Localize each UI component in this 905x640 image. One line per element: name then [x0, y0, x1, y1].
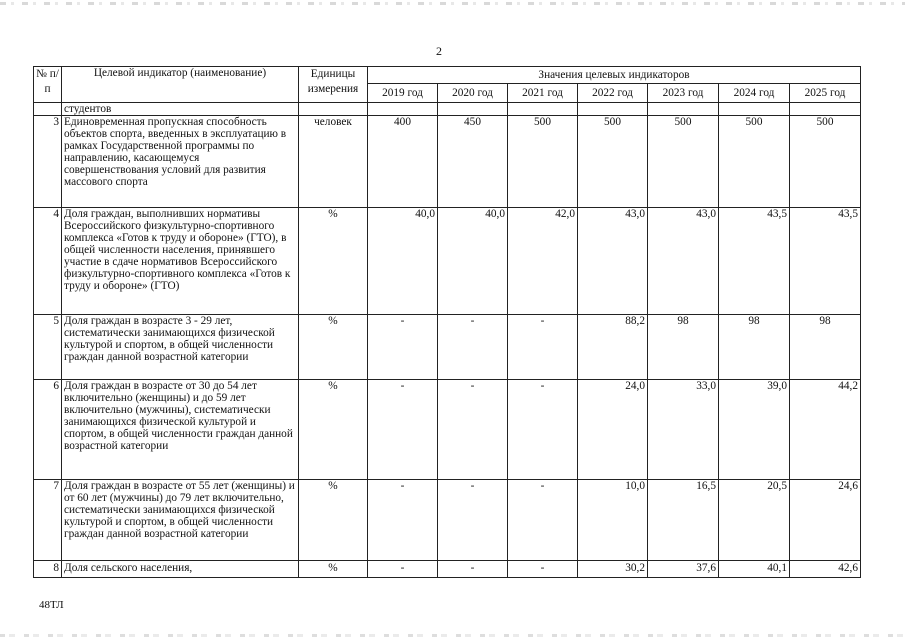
header-unit: Единицы измерения: [299, 67, 368, 103]
cell-name: студентов: [62, 103, 299, 116]
cell-value: 40,0: [368, 208, 438, 315]
page-number: 2: [436, 44, 442, 58]
cell-num: 8: [34, 561, 62, 578]
cell-value: 33,0: [648, 380, 719, 480]
cell-num: [34, 103, 62, 116]
cell-value: 10,0: [578, 480, 648, 561]
cell-value: 500: [648, 116, 719, 208]
header-values-group: Значения целевых индикаторов: [368, 67, 861, 84]
cell-num: 7: [34, 480, 62, 561]
cell-name: Доля сельского населения,: [62, 561, 299, 578]
cell-value: 30,2: [578, 561, 648, 578]
cell-name: Единовременная пропускная способность объектов спорта, введенных в эксплуатацию в рамках Государственной программы по направлению, касающемуся совершенствования условий для развития массового спорта: [62, 116, 299, 208]
cell-unit: %: [299, 208, 368, 315]
cell-num: 3: [34, 116, 62, 208]
cell-value: [648, 103, 719, 116]
cell-value: -: [508, 561, 578, 578]
cell-value: 400: [368, 116, 438, 208]
cell-value: 500: [790, 116, 861, 208]
cell-value: -: [368, 480, 438, 561]
target-indicators-table: [33, 66, 861, 578]
cell-value: -: [368, 561, 438, 578]
cell-value: [438, 103, 508, 116]
header-year: 2019 год: [368, 84, 438, 103]
cell-value: [578, 103, 648, 116]
footer-code: 48ТЛ: [39, 599, 64, 611]
cell-value: 20,5: [719, 480, 790, 561]
cell-name: Доля граждан в возрасте 3 - 29 лет, систематически занимающихся физической культурой и спортом, в общей численности граждан данной возрастной категории: [62, 315, 299, 380]
cell-value: 40,0: [438, 208, 508, 315]
cell-value: -: [368, 380, 438, 480]
cell-value: 500: [578, 116, 648, 208]
cell-value: [368, 103, 438, 116]
cell-value: 16,5: [648, 480, 719, 561]
scan-edge-bottom: [0, 634, 905, 637]
cell-num: 6: [34, 380, 62, 480]
header-year: 2021 год: [508, 84, 578, 103]
scan-edge-top: [0, 2, 905, 5]
cell-value: 24,0: [578, 380, 648, 480]
cell-unit: %: [299, 561, 368, 578]
cell-name: Доля граждан в возрасте от 30 до 54 лет включительно (женщины) и до 59 лет включительно (мужчины), систематически занимающихся физической культурой и спортом, в общей численности граждан данной возрастной категории: [62, 380, 299, 480]
cell-value: -: [438, 380, 508, 480]
cell-value: 39,0: [719, 380, 790, 480]
header-year: 2020 год: [438, 84, 508, 103]
cell-value: 40,1: [719, 561, 790, 578]
header-year: 2023 год: [648, 84, 719, 103]
cell-value: 43,0: [648, 208, 719, 315]
cell-unit: %: [299, 380, 368, 480]
header-year: 2024 год: [719, 84, 790, 103]
header-year: 2025 год: [790, 84, 861, 103]
cell-value: 43,5: [719, 208, 790, 315]
cell-value: 44,2: [790, 380, 861, 480]
cell-num: 5: [34, 315, 62, 380]
continuation-row: [34, 103, 861, 116]
table-row: [34, 208, 861, 315]
cell-value: -: [368, 315, 438, 380]
cell-name: Доля граждан в возрасте от 55 лет (женщины) и от 60 лет (мужчины) до 79 лет включительно, систематически занимающихся физической культурой и спортом, в общей численности граждан данной возрастной категории: [62, 480, 299, 561]
cell-value: 24,6: [790, 480, 861, 561]
cell-num: 4: [34, 208, 62, 315]
cell-value: -: [508, 480, 578, 561]
cell-unit: %: [299, 315, 368, 380]
cell-value: 98: [790, 315, 861, 380]
table-row: [34, 116, 861, 208]
table-row: [34, 380, 861, 480]
cell-value: 88,2: [578, 315, 648, 380]
header-name: Целевой индикатор (наименование): [62, 67, 299, 103]
cell-value: [790, 103, 861, 116]
cell-value: [719, 103, 790, 116]
cell-value: 37,6: [648, 561, 719, 578]
cell-value: 42,6: [790, 561, 861, 578]
cell-value: 500: [719, 116, 790, 208]
cell-unit: [299, 103, 368, 116]
cell-value: -: [438, 561, 508, 578]
cell-value: 500: [508, 116, 578, 208]
cell-value: -: [438, 480, 508, 561]
cell-value: 43,0: [578, 208, 648, 315]
header-row: [34, 67, 861, 84]
table-row: [34, 480, 861, 561]
cell-value: 98: [648, 315, 719, 380]
header-year: 2022 год: [578, 84, 648, 103]
cell-name: Доля граждан, выполнивших нормативы Всероссийского физкультурно-спортивного комплекса «Готов к труду и обороне» (ГТО), в общей численности населения, принявшего участие в сдаче нормативов Всероссийского физкультурно-спортивного комплекса «Готов к труду и обороне» (ГТО): [62, 208, 299, 315]
table-row: [34, 561, 861, 578]
cell-unit: %: [299, 480, 368, 561]
header-num: № п/п: [34, 67, 62, 103]
cell-value: -: [508, 315, 578, 380]
cell-value: -: [438, 315, 508, 380]
cell-value: -: [508, 380, 578, 480]
cell-unit: человек: [299, 116, 368, 208]
cell-value: 450: [438, 116, 508, 208]
table-row: [34, 315, 861, 380]
cell-value: 43,5: [790, 208, 861, 315]
cell-value: [508, 103, 578, 116]
cell-value: 98: [719, 315, 790, 380]
cell-value: 42,0: [508, 208, 578, 315]
